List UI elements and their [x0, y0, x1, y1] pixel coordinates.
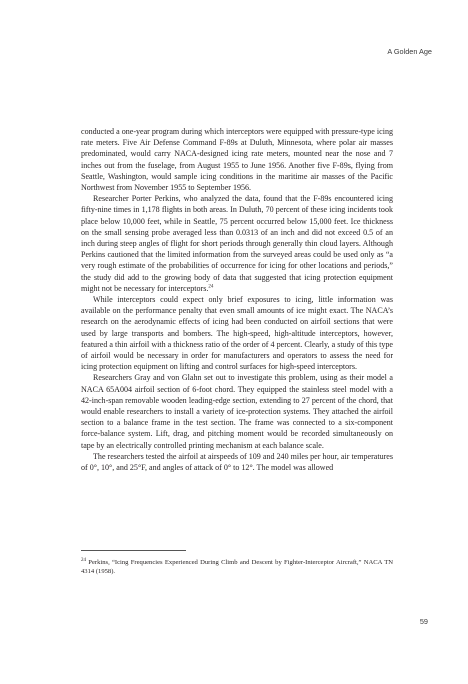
paragraph: The researchers tested the airfoil at airspeeds of 109 and 240 miles per hour, air temperatures of 0°, 10°, and 25°F, and angles of attack of 0° to 12°. The model was allowed — [81, 451, 393, 473]
footnote-number: 24 — [81, 557, 86, 563]
paragraph: conducted a one-year program during which interceptors were equipped with pressure-type icing rate meters. Five Air Defense Command F-89s at Duluth, Minnesota, where polar air masses predominated, would carry NACA-designed icing rate meters, mounted near the nose and 7 inches out from the fuselage, from August 1955 to June 1956. Another five F-89s, flying from Seattle, Washington, would sample icing conditions in the maritime air masses of the Pacific Northwest from November 1955 to September 1956. — [81, 127, 393, 193]
page-number: 59 — [419, 617, 428, 626]
paragraph-text: Researcher Porter Perkins, who analyzed the data, found that the F-89s encountered icing fifty-nine times in 1,178 flights in both areas. In Duluth, 70 percent of these icing incidents took place below 10,000 feet, while in Seattle, 75 percent occurred below 15,000 feet. Ice thickness on the small sensing probe averaged less than 0.0313 of an inch and did not exceed 0.5 of an inch during steep angles of flight for short periods through generally thin cloud layers. Although Perkins cautioned that the limited information from the surveyed areas could be used only as “a very rough estimate of the probabilities of occurrence for icing for other locations and periods,” the study did add to the growing body of data that suggested that icing protection equipment might not be necessary for interceptors. — [81, 194, 393, 293]
paragraph: Researchers Gray and von Glahn set out to investigate this problem, using as their model a NACA 65A004 airfoil section of 6-foot chord. They equipped the stainless steel model with a 42-inch-span removable wooden leading-edge section, extending to 27 percent of the chord, that would enable researchers to install a variety of ice-protection systems. They attached the airfoil section to a balance frame in the test section. The frame was connected to a six-component force-balance system. Lift, drag, and pitching moment would be recorded simultaneously on tape by an electrically controlled printing mechanism at each balance scale. — [81, 373, 393, 450]
footnote — [81, 558, 393, 577]
footnote-reference[interactable]: 24 — [208, 284, 214, 290]
running-head: A Golden Age — [387, 47, 432, 56]
body-text — [81, 126, 393, 473]
footnote-text: Perkins, “Icing Frequencies Experienced During Climb and Descent by Fighter-Interceptor Aircraft,” NACA TN 4314 (1958). — [81, 559, 393, 576]
paragraph: While interceptors could expect only brief exposures to icing, little information was available on the performance penalty that even small amounts of ice might exact. The NACA’s research on the aerodynamic effects of icing had been conducted on airfoil sections that were used by large transports and bombers. The high-speed, high-altitude interceptors, however, featured a thin airfoil with a thickness ratio of the order of 4 percent. Clearly, a study of this type of airfoil would be necessary in order for manufacturers and operators to assess the need for icing protection equipment on lifting and control surfaces for high-speed interceptors. — [81, 295, 393, 372]
paragraph — [81, 193, 393, 294]
footnote-divider — [81, 550, 186, 551]
